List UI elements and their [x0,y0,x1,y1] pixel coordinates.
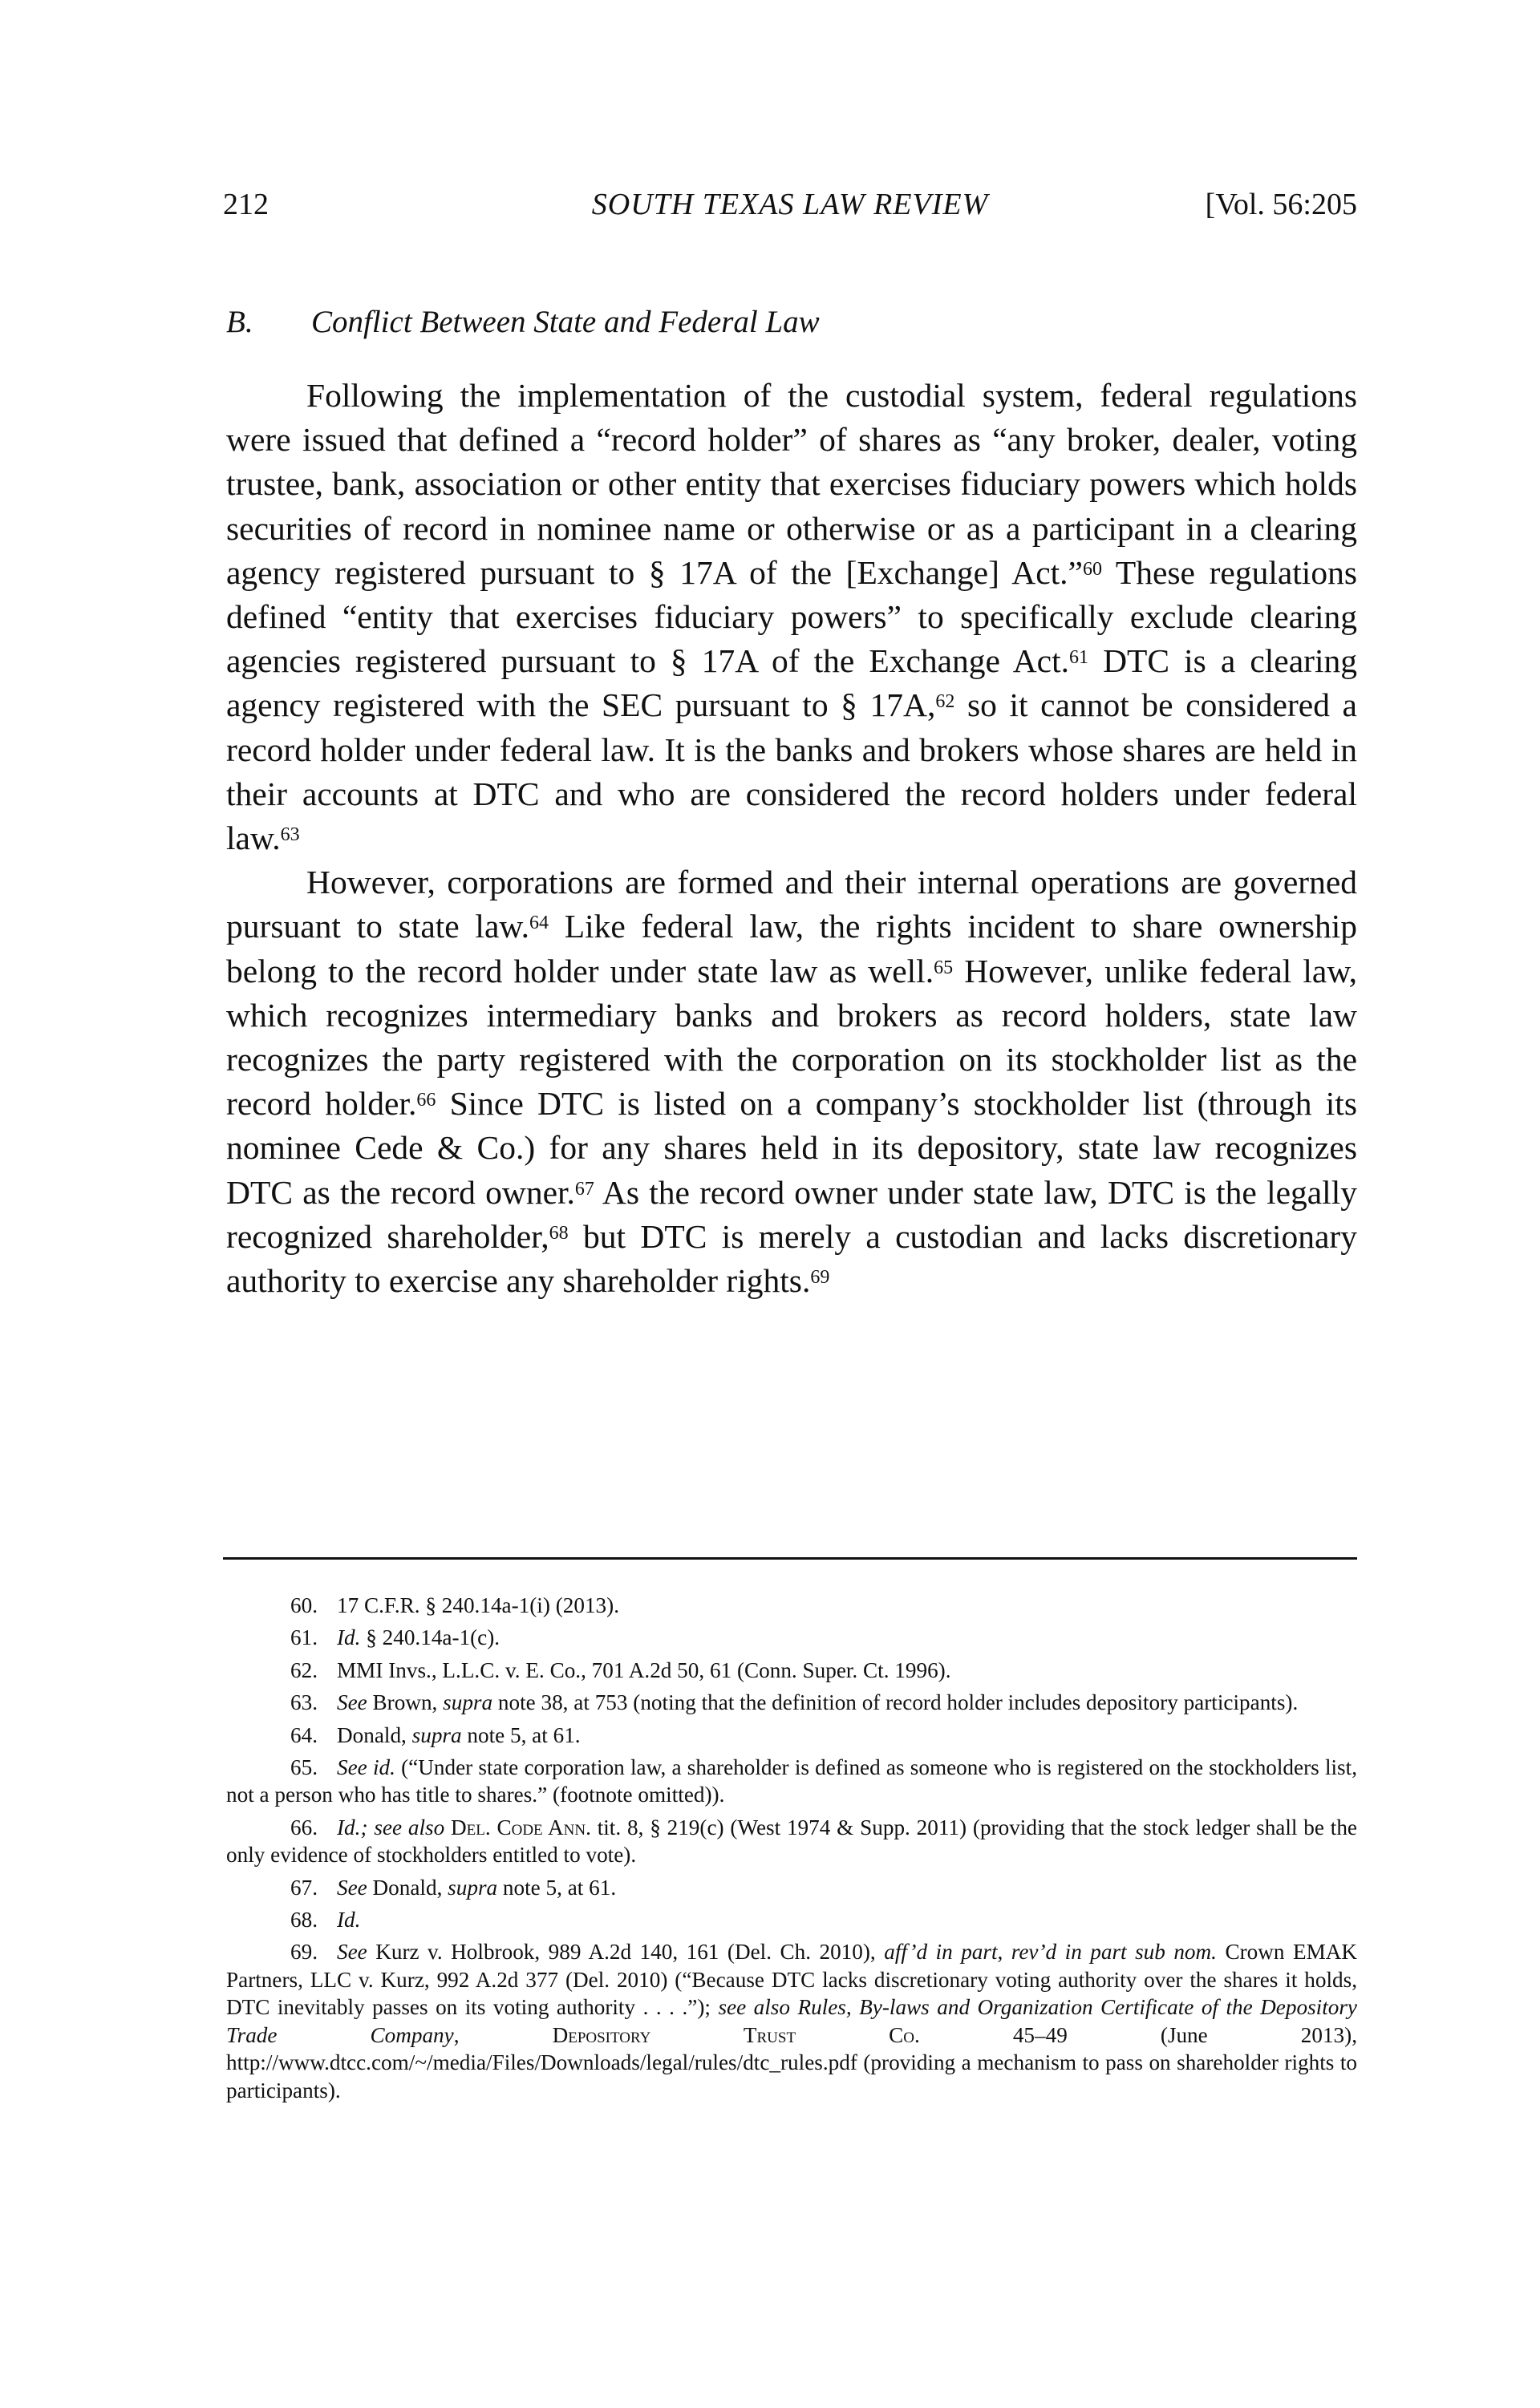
footnote-text: 17 C.F.R. § 240.14a-1(i) (2013). [337,1593,619,1617]
running-head [223,180,1357,229]
text-run: Like federal law, the rights incident to share ownership belong to the record holder under state law as well. [226,908,1358,990]
footnote-text: note 38, at 753 (noting that the definition of record holder includes depository participants). [492,1690,1299,1715]
footnote-62 [226,1657,1357,1684]
footnote-64 [226,1722,1357,1749]
paragraph-1 [226,374,1357,860]
body-text [226,374,1357,1303]
footnote-63 [226,1689,1357,1716]
page-number: 212 [223,188,269,221]
footnote-ref-61[interactable]: 61 [1069,647,1089,669]
footnote-text: Crown EMAK Partners, LLC v. Kurz, 992 A.2d 377 (Del. 2010) (“Because DTC lacks discretionary voting authority over the shares it holds, DTC inevitably passes on its voting authority . . . .”); [226,1940,1358,2020]
footnote-italic: Id. [337,1625,361,1650]
footnote-italic: Id. [337,1908,361,1932]
footnote-text: note 5, at 61. [497,1875,617,1900]
text-run: Following the implementation of the custodial system, federal regulations were issued that defined a “record holder” of shares as “any broker, dealer, voting trustee, bank, association or other entity that exercises fiduciary powers which holds securities of record in nominee name or otherwise or as a participant in a clearing agency registered pursuant to § 17A of the [Exchange] Act.” [226,377,1357,591]
footnote-italic: See id. [337,1755,395,1780]
footnote-61 [226,1624,1357,1651]
volume-citation: [Vol. 56:205 [1205,188,1357,221]
footnote-ref-67[interactable]: 67 [574,1178,594,1200]
footnote-text: 45–49 (June 2013), http://www.dtcc.com/~/media/Files/Downloads/legal/rules/dtc_rules.pdf (providing a mechanism to pass on shareholder rights to participants). [226,2022,1357,2102]
footnote-number: 63. [290,1690,318,1715]
footnote-ref-60[interactable]: 60 [1082,558,1102,580]
section-title: Conflict Between State and Federal Law [311,305,820,339]
footnote-text: Donald, [337,1722,412,1747]
footnote-68 [226,1906,1357,1933]
footnote-small-caps: Del. Code Ann. [451,1815,591,1839]
footnote-text: Donald, [367,1875,448,1900]
footnote-ref-65[interactable]: 65 [934,957,954,978]
footnote-italic: Id.; see also [337,1815,445,1839]
footnote-text: Kurz v. Holbrook, 989 A.2d 140, 161 (Del. Ch. 2010), [367,1940,885,1965]
footnote-ref-63[interactable]: 63 [280,824,300,846]
footnote-number: 69. [290,1940,318,1965]
text-run: However, corporations are formed and their internal operations are governed pursuant to state law. [226,864,1357,945]
footnote-ref-62[interactable]: 62 [935,691,955,713]
footnote-text: MMI Invs., L.L.C. v. E. Co., 701 A.2d 50, 61 (Conn. Super. Ct. 1996). [337,1657,951,1682]
footnote-number: 68. [290,1908,318,1932]
footnote-text: note 5, at 61. [461,1722,581,1747]
footnote-65 [226,1754,1357,1809]
journal-title: SOUTH TEXAS LAW REVIEW [591,188,989,221]
text-run: However, unlike federal law, which recognizes intermediary banks and brokers as record holders, state law recognizes the party registered with the corporation on its stockholder list as the record holder. [226,952,1357,1123]
footnote-italic: See [337,1875,367,1900]
text-run: so it cannot be considered a record holder under federal law. It is the banks and brokers whose shares are held in their accounts at DTC and who are considered the record holders under federal law. [226,686,1357,857]
text-run: These regulations defined “entity that exercises fiduciary powers” to specifically exclude clearing agencies registered pursuant to § 17A of the Exchange Act. [226,553,1357,680]
footnote-67 [226,1874,1357,1901]
footnote-ref-68[interactable]: 68 [549,1222,569,1244]
text-run: DTC is a clearing agency registered with the SEC pursuant to § 17A, [226,642,1357,724]
footnote-60 [226,1592,1357,1619]
text-run: but DTC is merely a custodian and lacks discretionary authority to exercise any shareholder rights. [226,1217,1357,1300]
footnote-text: , [453,2022,553,2047]
footnote-number: 60. [290,1593,318,1617]
footnote-small-caps: Depository Trust Co. [552,2022,920,2047]
footnote-text: (“Under state corporation law, a shareholder is defined as someone who is registered on the stockholders list, not a person who has title to shares.” (footnote omitted)). [226,1755,1357,1807]
footnote-italic: See [337,1690,367,1715]
footnote-ref-64[interactable]: 64 [529,913,549,934]
footnote-italic: See [337,1940,367,1965]
footnote-text: Brown, [367,1690,444,1715]
footnote-divider [223,1557,1357,1560]
footnote-69 [226,1938,1357,2103]
footnote-number: 61. [290,1625,318,1650]
footnote-text: § 240.14a-1(c). [360,1625,500,1650]
text-run: As the record owner under state law, DTC is the legally recognized shareholder, [226,1173,1357,1255]
footnote-66 [226,1814,1357,1869]
footnote-ref-66[interactable]: 66 [416,1090,436,1111]
text-run: Since DTC is listed on a company’s stockholder list (through its nominee Cede & Co.) for any shares held in its depository, state law recognizes DTC as the record owner. [226,1085,1357,1211]
section-letter: B. [226,305,253,339]
footnote-italic: supra [443,1690,493,1715]
footnote-number: 67. [290,1875,318,1900]
footnote-number: 62. [290,1657,318,1682]
footnotes [226,1592,1357,2109]
paragraph-2 [226,860,1357,1303]
footnote-italic: see also Rules, By-laws and Organization Certificate of the Depository Trade Company [226,1995,1357,2047]
footnote-ref-69[interactable]: 69 [810,1267,830,1289]
section-heading [226,298,1349,346]
footnote-number: 65. [290,1755,318,1780]
footnote-italic: aff’d in part, rev’d in part sub nom. [884,1940,1217,1965]
footnote-number: 66. [290,1815,318,1839]
footnote-italic: supra [411,1722,462,1747]
footnote-text: tit. 8, § 219(c) (West 1974 & Supp. 2011) (providing that the stock ledger shall be the only evidence of stockholders entitled to vote). [226,1815,1357,1868]
footnote-italic: supra [448,1875,498,1900]
footnote-text [444,1815,451,1839]
footnote-number: 64. [290,1722,318,1747]
